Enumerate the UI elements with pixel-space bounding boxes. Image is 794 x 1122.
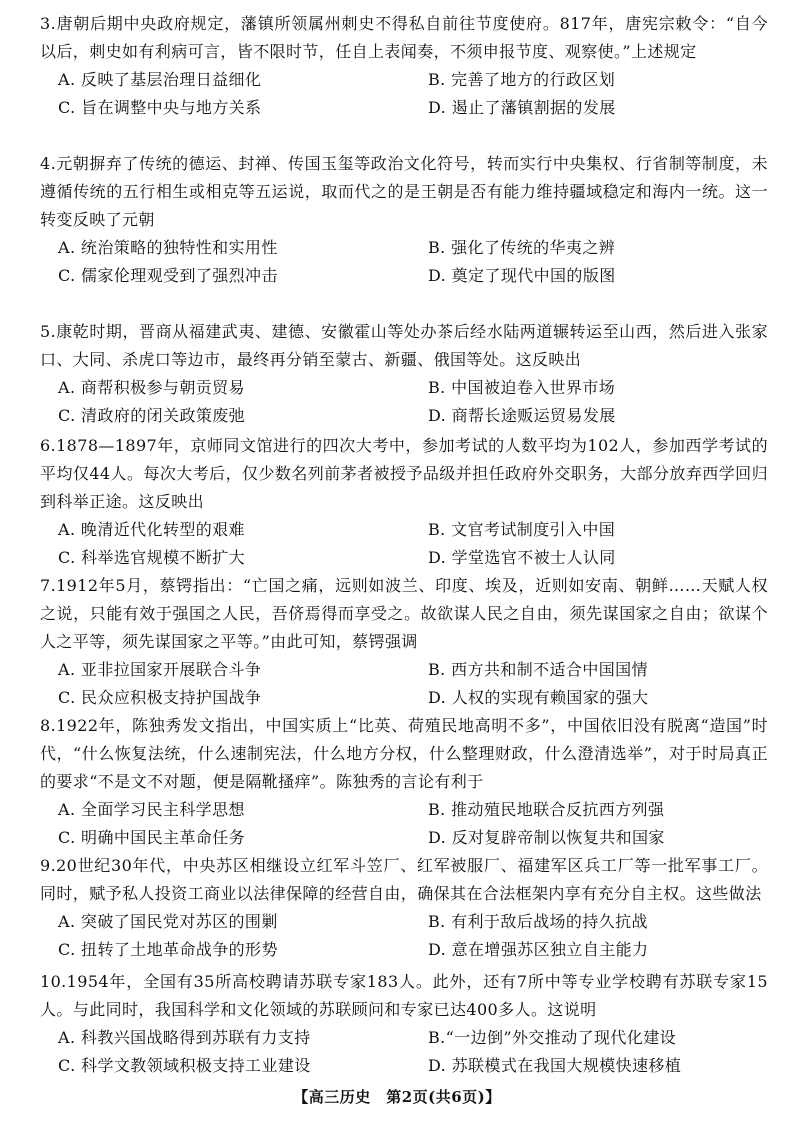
question-text: 1912年5月，蔡锷指出：“亡国之痛，远则如波兰、印度、埃及，近则如安南、朝鲜……天赋人权之说，只能有效于强国之人民，吾侪焉得而享受之。故欲谋人民之自由，须先谋国家之自由；欲谋个人之平等，须先谋国家之平等。”由此可知，蔡锷强调 [40, 576, 768, 651]
option-a[interactable]: A. 商帮积极参与朝贡贸易 [58, 378, 245, 397]
option-a[interactable]: A. 反映了基层治理日益细化 [58, 70, 262, 89]
option-c[interactable]: C. 旨在调整中央与地方关系 [58, 98, 262, 117]
option-a[interactable]: A. 统治策略的独特性和实用性 [58, 238, 278, 257]
options [40, 1024, 768, 1080]
question-3 [40, 10, 768, 122]
question-number: 7. [40, 576, 57, 595]
option-d[interactable]: D. 奠定了现代中国的版图 [428, 266, 616, 285]
option-c[interactable]: C. 科举选官规模不断扩大 [58, 548, 246, 567]
question-text: 1878—1897年，京师同文馆进行的四次大考中，参加考试的人数平均为102人，参加西学考试的平均仅44人。每次大考后，仅少数名列前茅者被授予品级并担任政府外交职务，大部分放弃西学回归到科举正途。这反映出 [40, 436, 768, 511]
question-8 [40, 712, 768, 852]
options [40, 516, 768, 572]
option-b[interactable]: B.“一边倒”外交推动了现代化建设 [428, 1028, 677, 1047]
option-a[interactable]: A. 突破了国民党对苏区的围剿 [58, 912, 278, 931]
question-stem [40, 432, 768, 516]
question-stem [40, 150, 768, 234]
option-d[interactable]: D. 苏联模式在我国大规模快速移植 [428, 1056, 682, 1075]
option-d[interactable]: D. 意在增强苏区独立自主能力 [428, 940, 649, 959]
option-b[interactable]: B. 完善了地方的行政区划 [428, 70, 616, 89]
question-stem [40, 712, 768, 796]
options [40, 66, 768, 122]
option-b[interactable]: B. 中国被迫卷入世界市场 [428, 378, 616, 397]
question-stem [40, 318, 768, 374]
option-b[interactable]: B. 西方共和制不适合中国国情 [428, 660, 648, 679]
option-c[interactable]: C. 扭转了土地革命战争的形势 [58, 940, 278, 959]
option-a[interactable]: A. 全面学习民主科学思想 [58, 800, 245, 819]
option-c[interactable]: C. 科学文教领域积极支持工业建设 [58, 1056, 311, 1075]
option-b[interactable]: B. 推动殖民地联合反抗西方列强 [428, 800, 665, 819]
question-text: 1954年，全国有35所高校聘请苏联专家183人。此外，还有7所中等专业学校聘有苏联专家15人。与此同时，我国科学和文化领域的苏联顾问和专家已达400多人。这说明 [40, 972, 768, 1019]
option-a[interactable]: A. 科教兴国战略得到苏联有力支持 [58, 1028, 311, 1047]
option-d[interactable]: D. 遏止了藩镇割据的发展 [428, 98, 616, 117]
question-stem [40, 852, 768, 908]
question-text: 1922年，陈独秀发文指出，中国实质上“比英、荷殖民地高明不多”，中国依旧没有脱离“造国”时代，“什么恢复法统，什么速制宪法，什么地方分权，什么整理财政，什么澄清选举”，对于时局真正的要求“不是文不对题，便是隔靴搔痒”。陈独秀的言论有利于 [40, 716, 768, 791]
option-d[interactable]: D. 学堂选官不被士人认同 [428, 548, 616, 567]
question-text: 康乾时期，晋商从福建武夷、建德、安徽霍山等处办茶后经水陆两道辗转运至山西，然后进入张家口、大同、杀虎口等边市，最终再分销至蒙古、新疆、俄国等处。这反映出 [40, 322, 768, 369]
option-a[interactable]: A. 亚非拉国家开展联合斗争 [58, 660, 262, 679]
option-d[interactable]: D. 反对复辟帝制以恢复共和国家 [428, 828, 665, 847]
question-6 [40, 432, 768, 572]
option-c[interactable]: C. 明确中国民主革命任务 [58, 828, 246, 847]
question-text: 唐朝后期中央政府规定，藩镇所领属州刺史不得私自前往节度使府。817年，唐宪宗敕令：“自今以后，刺史如有利病可言，皆不限时节，任自上表闻奏，不须申报节度、观察使。”上述规定 [40, 14, 768, 61]
question-number: 8. [40, 716, 57, 735]
question-text: 20世纪30年代，中央苏区相继设立红军斗笠厂、红军被服厂、福建军区兵工厂等一批军事工厂。同时，赋予私人投资工商业以法律保障的经营自由，确保其在合法框架内享有充分自主权。这些做法 [40, 856, 768, 903]
question-stem [40, 968, 768, 1024]
options [40, 656, 768, 712]
question-number: 3. [40, 14, 57, 33]
option-b[interactable]: B. 有利于敌后战场的持久抗战 [428, 912, 648, 931]
options [40, 374, 768, 430]
question-number: 5. [40, 322, 57, 341]
option-d[interactable]: D. 人权的实现有赖国家的强大 [428, 688, 649, 707]
question-stem [40, 10, 768, 66]
page-footer: 【高三历史 第2页(共6页)】 [293, 1088, 501, 1106]
option-d[interactable]: D. 商帮长途贩运贸易发展 [428, 406, 616, 425]
question-7 [40, 572, 768, 712]
question-text: 元朝摒弃了传统的德运、封禅、传国玉玺等政治文化符号，转而实行中央集权、行省制等制度，未遵循传统的五行相生或相克等五运说，取而代之的是王朝是否有能力维持疆域稳定和海内一统。这一转变反映了元朝 [40, 154, 768, 229]
options [40, 234, 768, 290]
option-b[interactable]: B. 强化了传统的华夷之辨 [428, 238, 616, 257]
question-number: 9. [40, 856, 57, 875]
option-a[interactable]: A. 晚清近代化转型的艰难 [58, 520, 245, 539]
question-9 [40, 852, 768, 964]
question-5 [40, 318, 768, 430]
options [40, 908, 768, 964]
option-b[interactable]: B. 文官考试制度引入中国 [428, 520, 616, 539]
option-c[interactable]: C. 清政府的闭关政策废弛 [58, 406, 246, 425]
question-number: 4. [40, 154, 57, 173]
question-number: 6. [40, 436, 57, 455]
question-10 [40, 968, 768, 1080]
option-c[interactable]: C. 民众应积极支持护国战争 [58, 688, 262, 707]
option-c[interactable]: C. 儒家伦理观受到了强烈冲击 [58, 266, 278, 285]
question-stem [40, 572, 768, 656]
question-number: 10. [40, 972, 67, 991]
options [40, 796, 768, 852]
question-4 [40, 150, 768, 290]
